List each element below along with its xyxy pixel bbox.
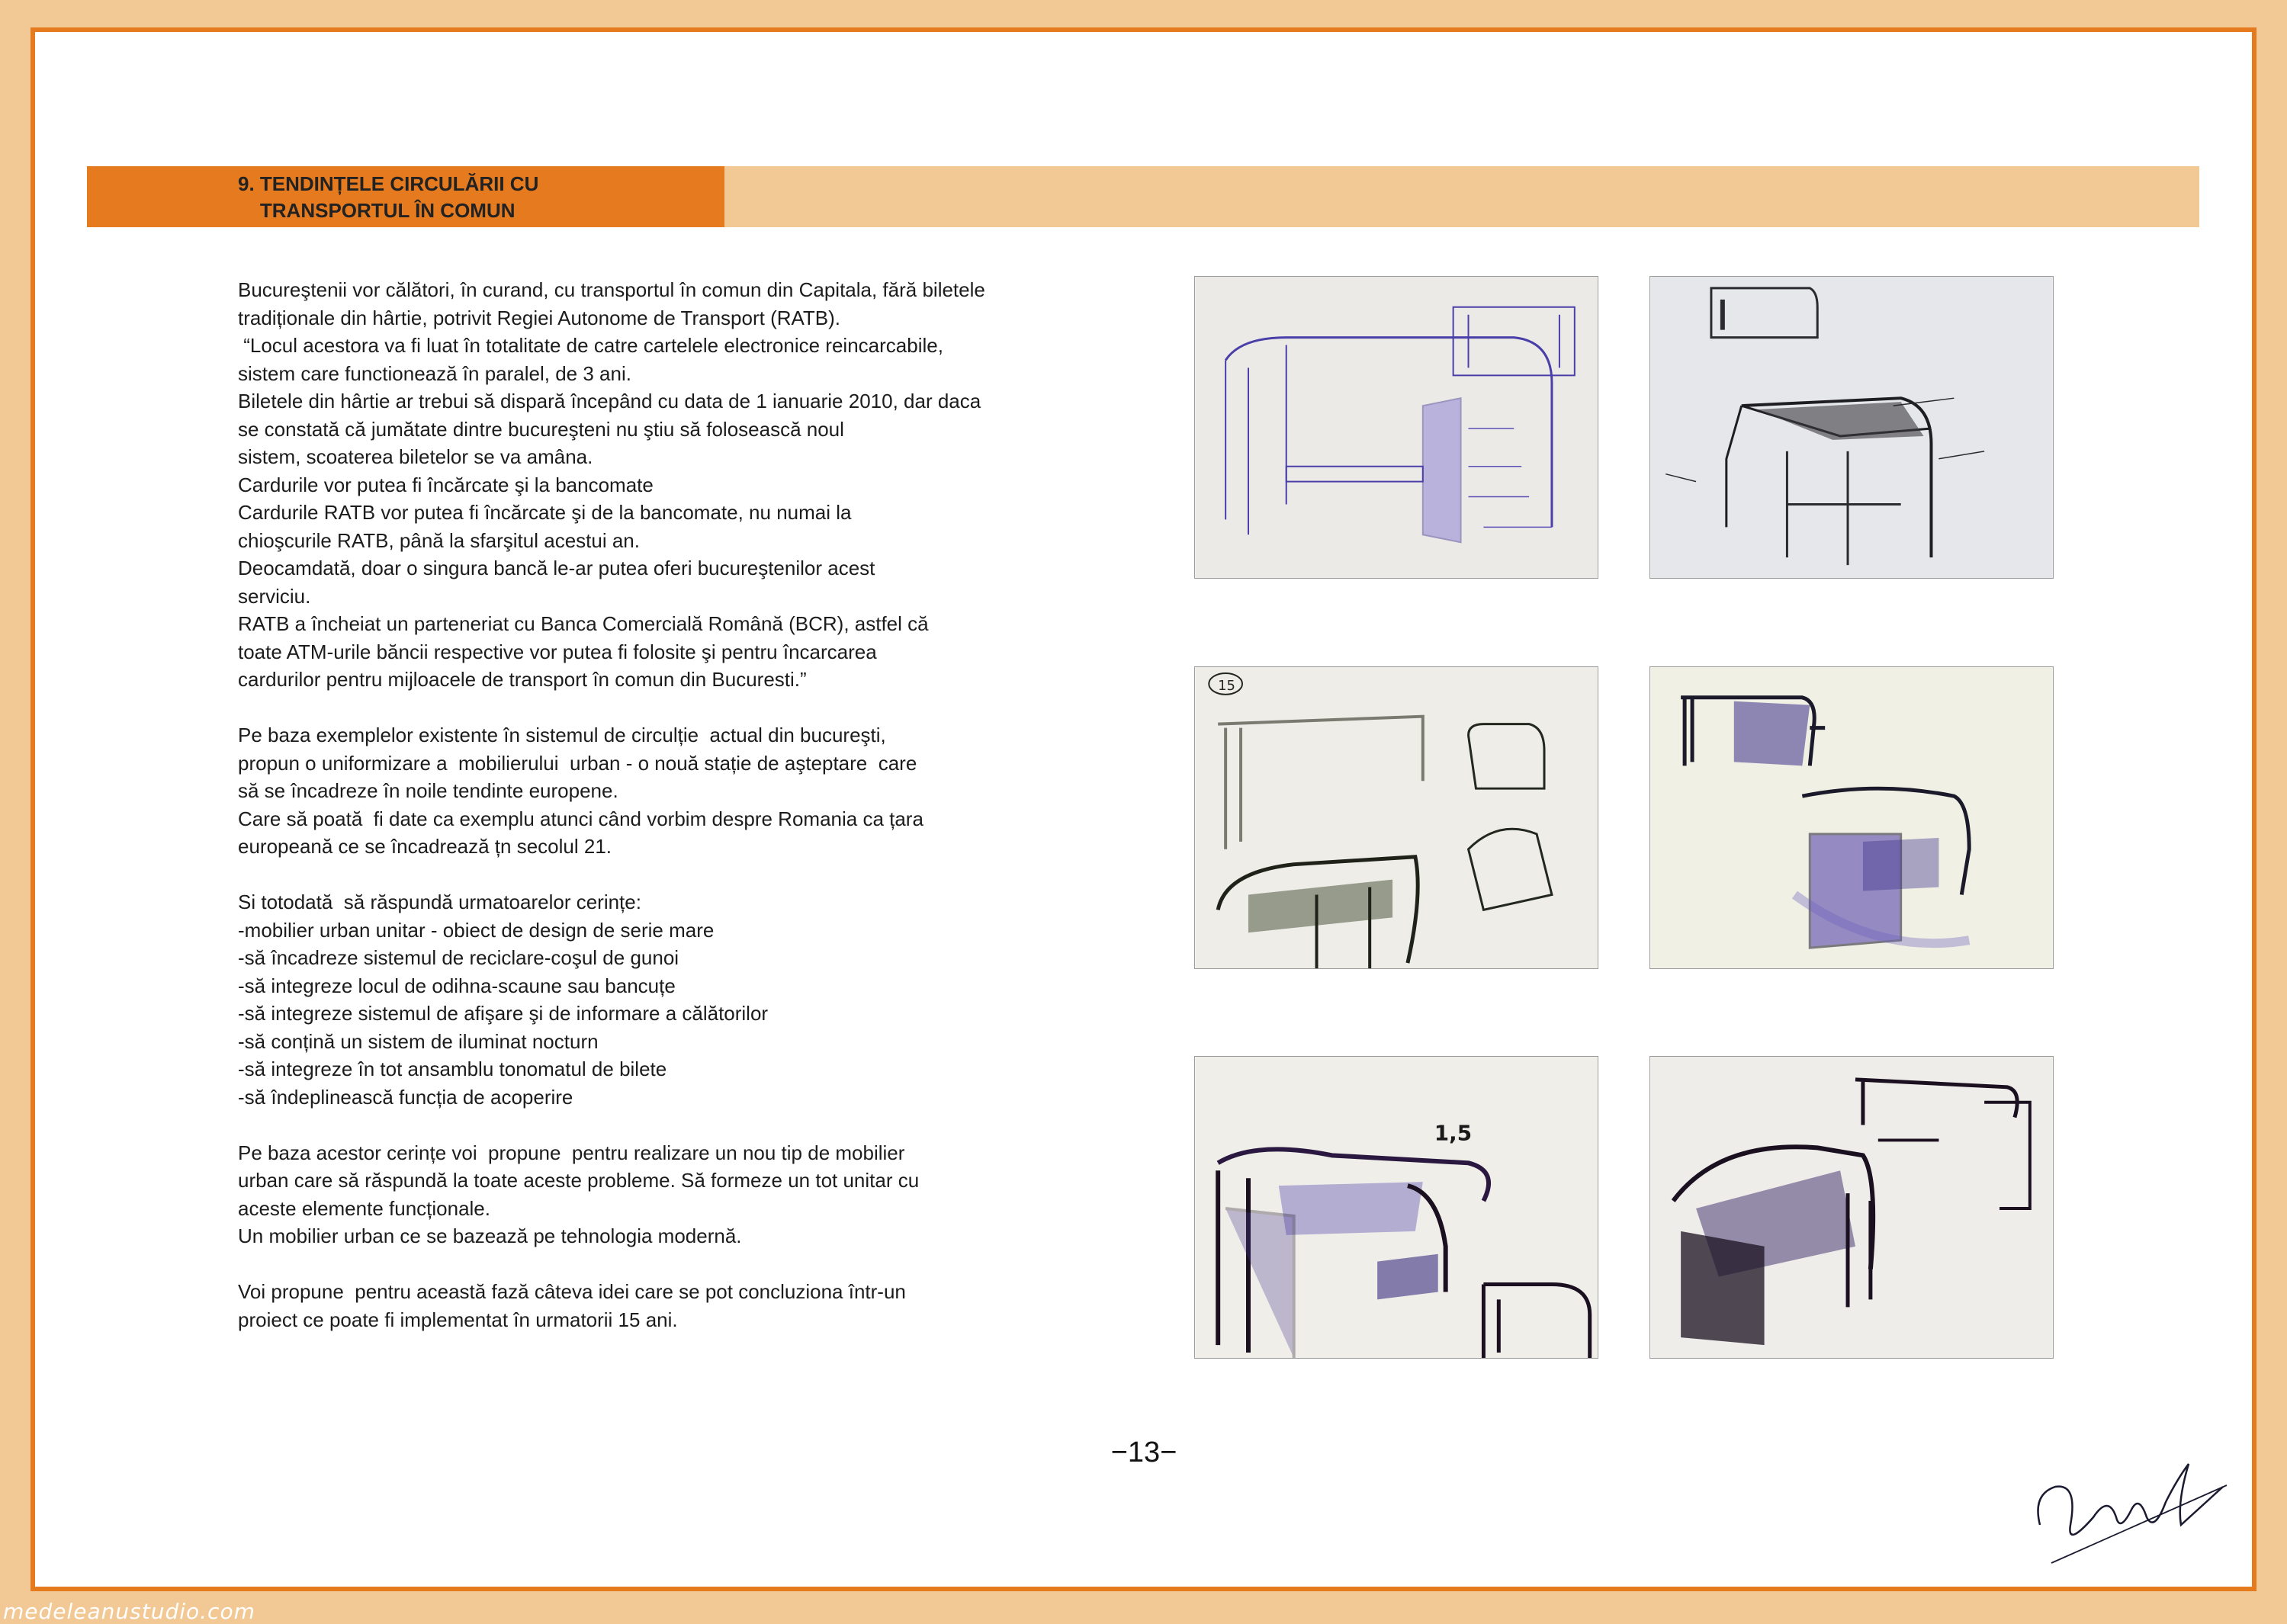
page-number: −13−: [1110, 1436, 1177, 1468]
body-line: să se încadreze în noile tendinte europene.: [238, 779, 618, 802]
signature: [2025, 1433, 2231, 1571]
sketch-annotation: 15: [1218, 677, 1235, 694]
paragraph-gap: [238, 1111, 1077, 1139]
body-line: proiect ce poate fi implementat în urmatorii 15 ani.: [238, 1308, 678, 1331]
body-line: -să conțină un sistem de iluminat nocturn: [238, 1029, 599, 1053]
sketch-image-6: [1649, 1056, 2054, 1359]
body-line: aceste elemente funcționale.: [238, 1196, 490, 1220]
body-line: Bucureştenii vor călători, în curand, cu transportul în comun din Capitala, fără biletele: [238, 278, 985, 301]
body-line: europeană ce se încadrează țn secolul 21.: [238, 835, 612, 858]
sketch-image-4: [1649, 666, 2054, 969]
section-title: 9. TENDINȚELE CIRCULĂRII CU TRANSPORTUL ÎN COMUN: [238, 172, 539, 222]
paragraph-gap: [238, 1250, 1077, 1279]
body-line: -să încadreze sistemul de reciclare-coşul de gunoi: [238, 946, 679, 969]
body-line: Si totodată să răspundă urmatoarelor cerințe:: [238, 891, 641, 913]
body-line: urban care să răspundă la toate aceste probleme. Să formeze un tot unitar cu: [238, 1169, 920, 1192]
body-line: -să integreze locul de odihna-scaune sau bancuțe: [238, 974, 676, 997]
sketch-image-2: [1649, 276, 2054, 579]
shelter-sketch-3: [1195, 667, 1598, 968]
body-line: Cardurile RATB vor putea fi încărcate şi de la bancomate, nu numai la: [238, 501, 852, 524]
body-line: propun o uniformizare a mobilierului urban - o nouă stație de aşteptare care: [238, 751, 917, 775]
footer-website: medeleanustudio.com: [3, 1599, 255, 1624]
shelter-sketch-5: [1195, 1057, 1598, 1358]
body-line: tradiționale din hârtie, potrivit Regiei Autonome de Transport (RATB).: [238, 306, 841, 329]
sketch-image-5: [1194, 1056, 1598, 1359]
body-line: chioşcurile RATB, până la sfarşitul acestui an.: [238, 528, 640, 552]
body-line: Voi propune pentru această fază câteva idei care se pot concluziona într-un: [238, 1280, 906, 1303]
paragraph-gap: [238, 861, 1077, 889]
body-line: sistem care functionează în paralel, de 3 ani.: [238, 361, 631, 385]
body-line: sistem, scoaterea biletelor se va amâna.: [238, 445, 593, 468]
body-line: se constată că jumătate dintre bucureşteni nu ştiu să folosească noul: [238, 417, 844, 441]
shelter-sketch-4: [1650, 667, 2053, 968]
body-line: Biletele din hârtie ar trebui să dispară începând cu data de 1 ianuarie 2010, dar daca: [238, 390, 981, 412]
shelter-sketch-1: [1195, 277, 1598, 578]
sketch-annotation: 1,5: [1434, 1120, 1473, 1146]
body-line: Pe baza acestor cerințe voi propune pentru realizare un nou tip de mobilier: [238, 1141, 905, 1164]
body-line: RATB a încheiat un parteneriat cu Banca Comercială Română (BCR), astfel că: [238, 612, 929, 635]
body-line: -să îndeplinească funcția de acoperire: [238, 1085, 573, 1109]
body-line: Pe baza exemplelor existente în sistemul de circulție actual din bucureşti,: [238, 724, 886, 746]
shelter-sketch-2: [1650, 277, 2053, 578]
body-text: [238, 276, 1077, 1334]
body-line: serviciu.: [238, 584, 311, 608]
body-line: cardurilor pentru mijloacele de transport în comun din Bucuresti.”: [238, 668, 807, 691]
paragraph-gap: [238, 694, 1077, 722]
shelter-sketch-6: [1650, 1057, 2053, 1358]
sketch-image-3: [1194, 666, 1598, 969]
body-line: -să integreze în tot ansamblu tonomatul de bilete: [238, 1058, 667, 1080]
body-line: -mobilier urban unitar - obiect de design de serie mare: [238, 918, 715, 942]
body-line: “Locul acestora va fi luat în totalitate de catre cartelele electronice reincarcabile,: [238, 334, 943, 357]
body-line: Cardurile vor putea fi încărcate şi la bancomate: [238, 473, 654, 496]
sketch-image-1: [1194, 276, 1598, 579]
body-line: Care să poată fi date ca exemplu atunci când vorbim despre Romania ca țara: [238, 807, 923, 830]
body-line: -să integreze sistemul de afişare şi de informare a călătorilor: [238, 1002, 769, 1025]
body-line: Deocamdată, doar o singura bancă le-ar putea oferi bucureştenilor acest: [238, 557, 875, 579]
body-line: Un mobilier urban ce se bazează pe tehnologia modernă.: [238, 1224, 742, 1247]
body-line: toate ATM-urile băncii respective vor putea fi folosite şi pentru încarcarea: [238, 640, 877, 663]
